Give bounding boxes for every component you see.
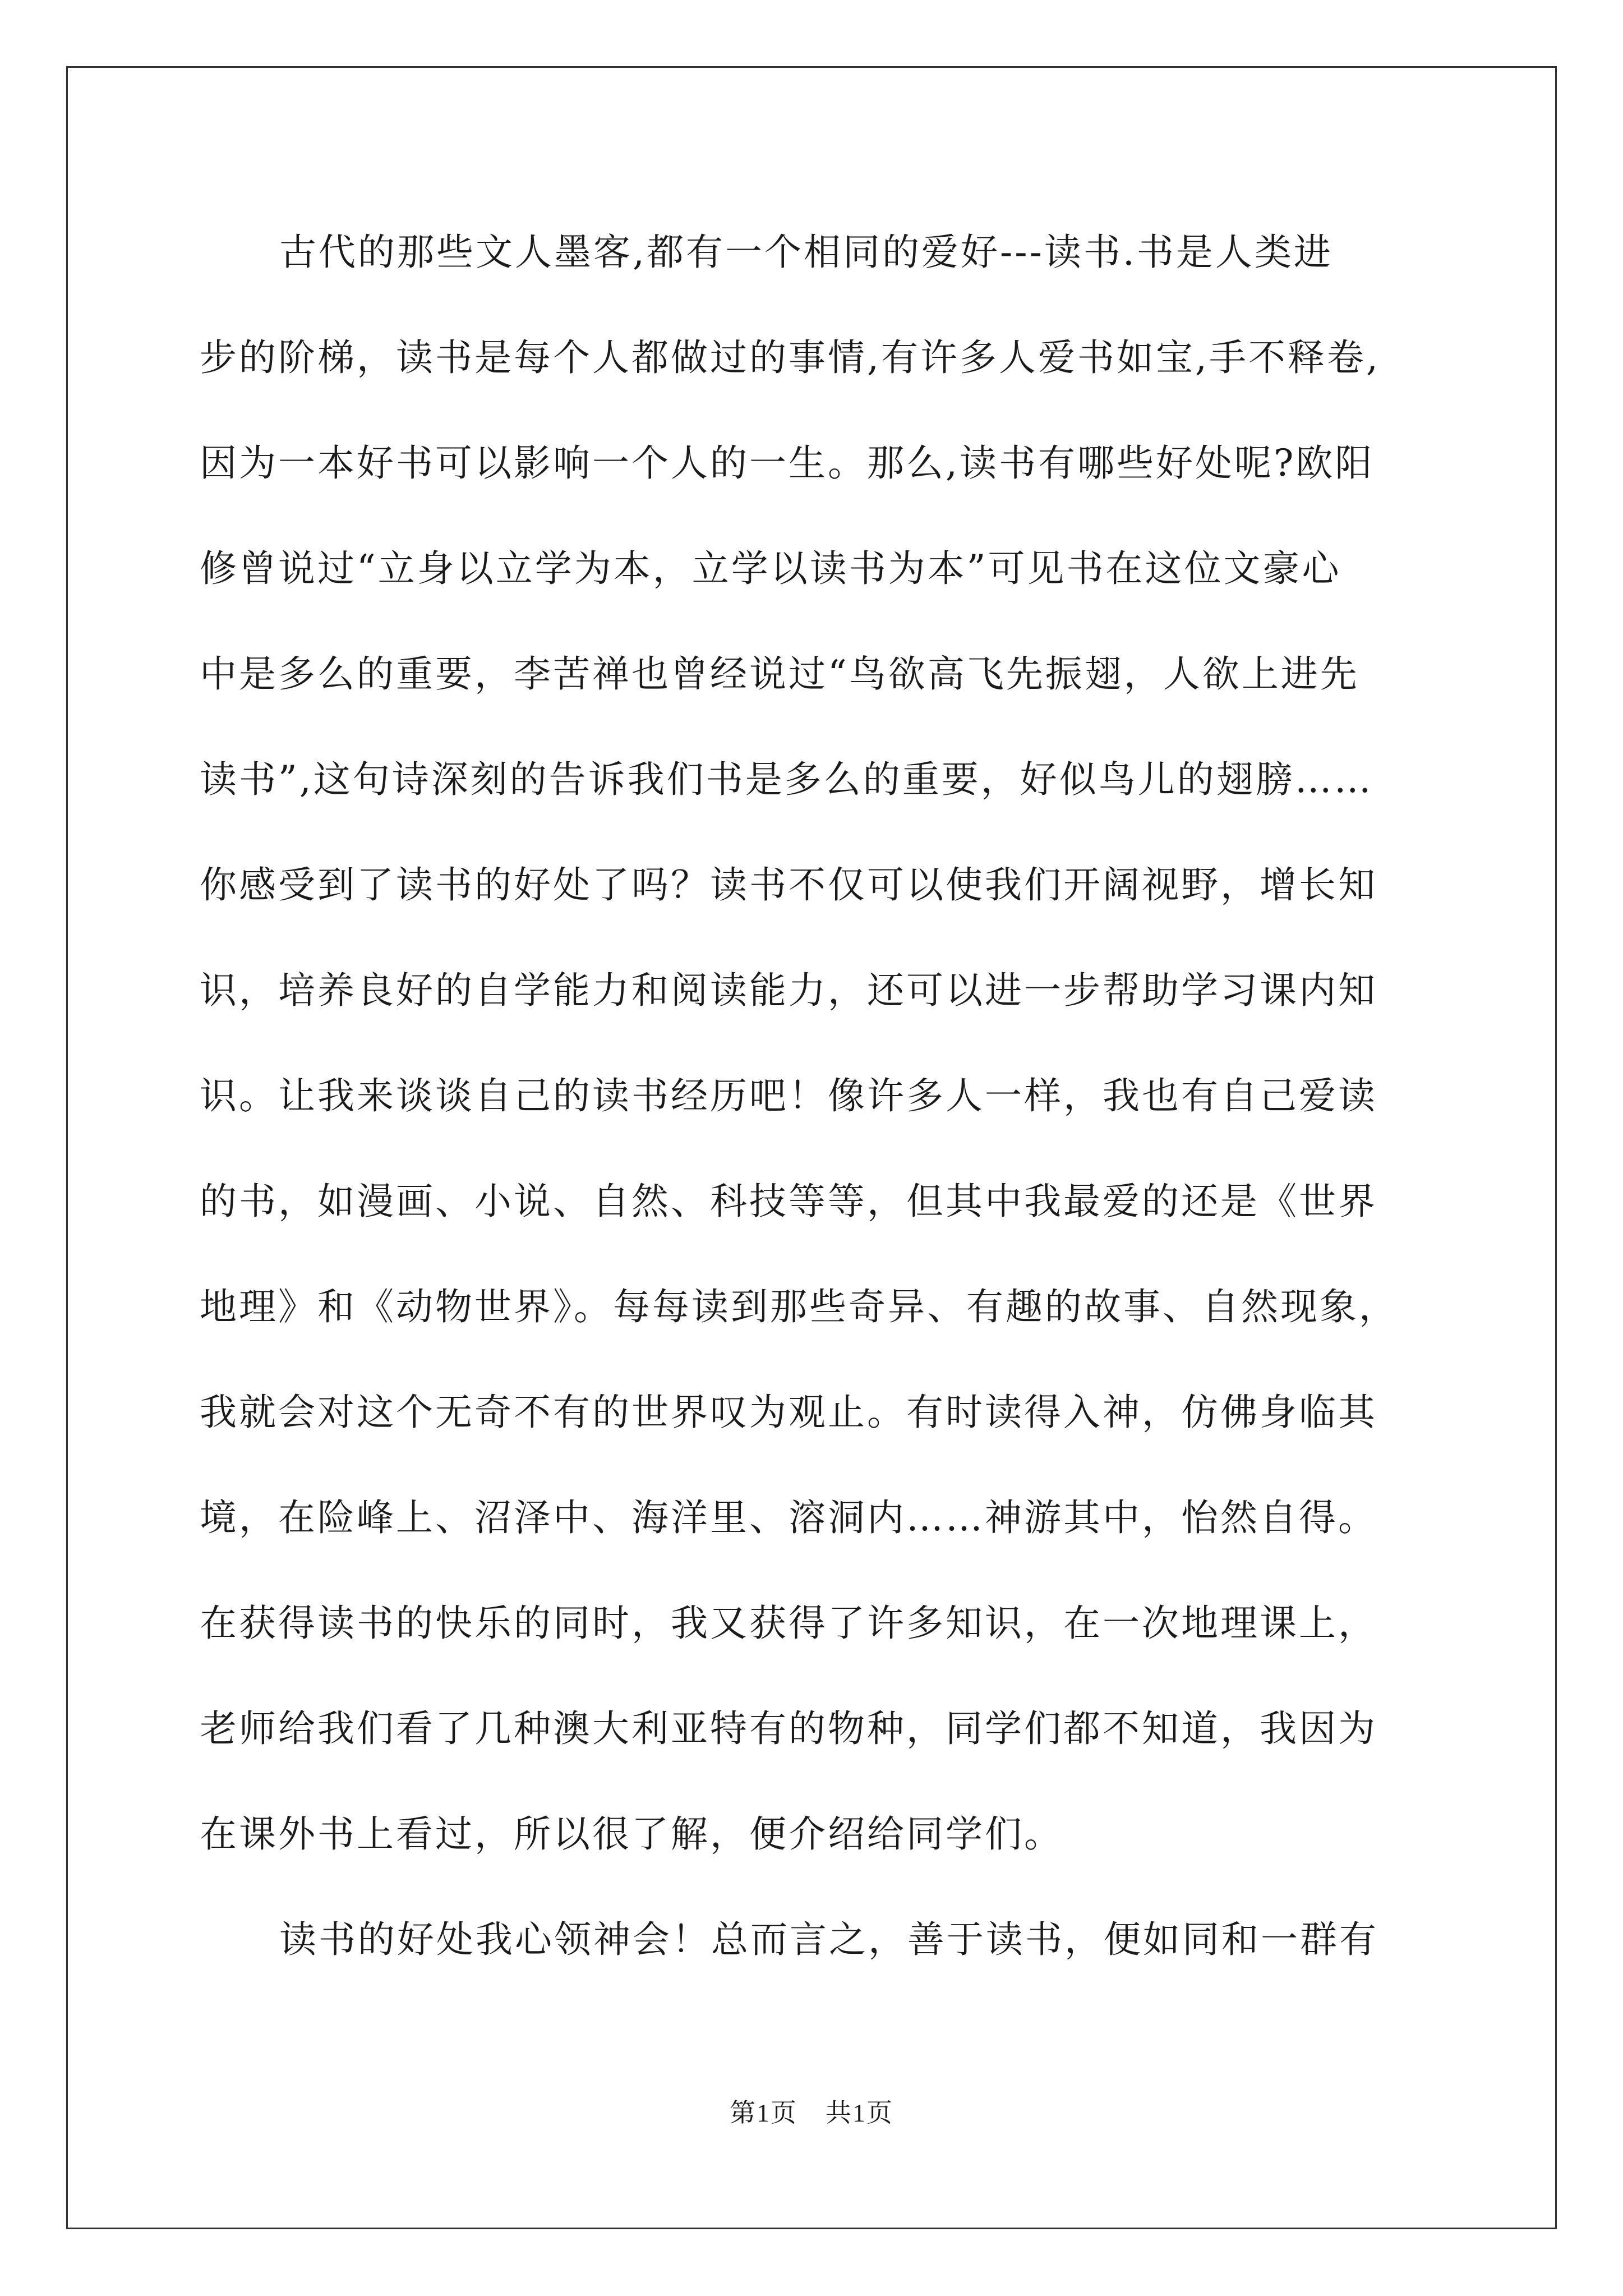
paragraph-line: 读书的好处我心领神会！总而言之，善于读书，便如同和一群有: [279, 1918, 1378, 1961]
page-number: 第1页: [730, 2099, 797, 2127]
paragraph-line: 我就会对这个无奇不有的世界叹为观止。有时读得入神，仿佛身临其: [200, 1391, 1377, 1434]
paragraph-line: 因为一本好书可以影响一个人的一生。那么,读书有哪些好处呢?欧阳: [200, 441, 1375, 485]
paragraph-line: 在获得读书的快乐的同时，我又获得了许多知识，在一次地理课上，: [200, 1602, 1377, 1645]
paragraph-line: 读书”,这句诗深刻的告诉我们书是多么的重要，好似鸟儿的翅膀……: [200, 758, 1373, 801]
page-footer: [0, 2092, 1623, 2129]
paragraph-line: 修曾说过“立身以立学为本，立学以读书为本”可见书在这位文豪心: [200, 547, 1341, 590]
page-total: 共1页: [826, 2099, 893, 2127]
paragraph-line: 步的阶梯，读书是每个人都做过的事情,有许多人爱书如宝,手不释卷,: [200, 336, 1380, 379]
paragraph-line: 识，培养良好的自学能力和阅读能力，还可以进一步帮助学习课内知: [200, 969, 1377, 1012]
paragraph-line: 地理》和《动物世界》。每每读到那些奇异、有趣的故事、自然现象，: [200, 1285, 1398, 1328]
paragraph-line: 在课外书上看过，所以很了解，便介绍给同学们。: [200, 1812, 1063, 1856]
paragraph-line: 境，在险峰上、沼泽中、海洋里、溶洞内……神游其中，怡然自得。: [200, 1496, 1377, 1539]
paragraph-line: 中是多么的重要，李苦禅也曾经说过“鸟欲高飞先振翅，人欲上进先: [200, 652, 1359, 696]
paragraph-line: 你感受到了读书的好处了吗？读书不仅可以使我们开阔视野，增长知: [200, 863, 1377, 907]
paragraph-line: 老师给我们看了几种澳大利亚特有的物种，同学们都不知道，我因为: [200, 1707, 1377, 1750]
paragraph-line: 古代的那些文人墨客,都有一个相同的爱好---读书.书是人类进: [279, 231, 1333, 274]
document-body: [200, 210, 1422, 2003]
paragraph-line: 识。让我来谈谈自己的读书经历吧！像许多人一样，我也有自己爱读: [200, 1074, 1377, 1117]
paragraph-line: 的书，如漫画、小说、自然、科技等等，但其中我最爱的还是《世界: [200, 1180, 1377, 1223]
